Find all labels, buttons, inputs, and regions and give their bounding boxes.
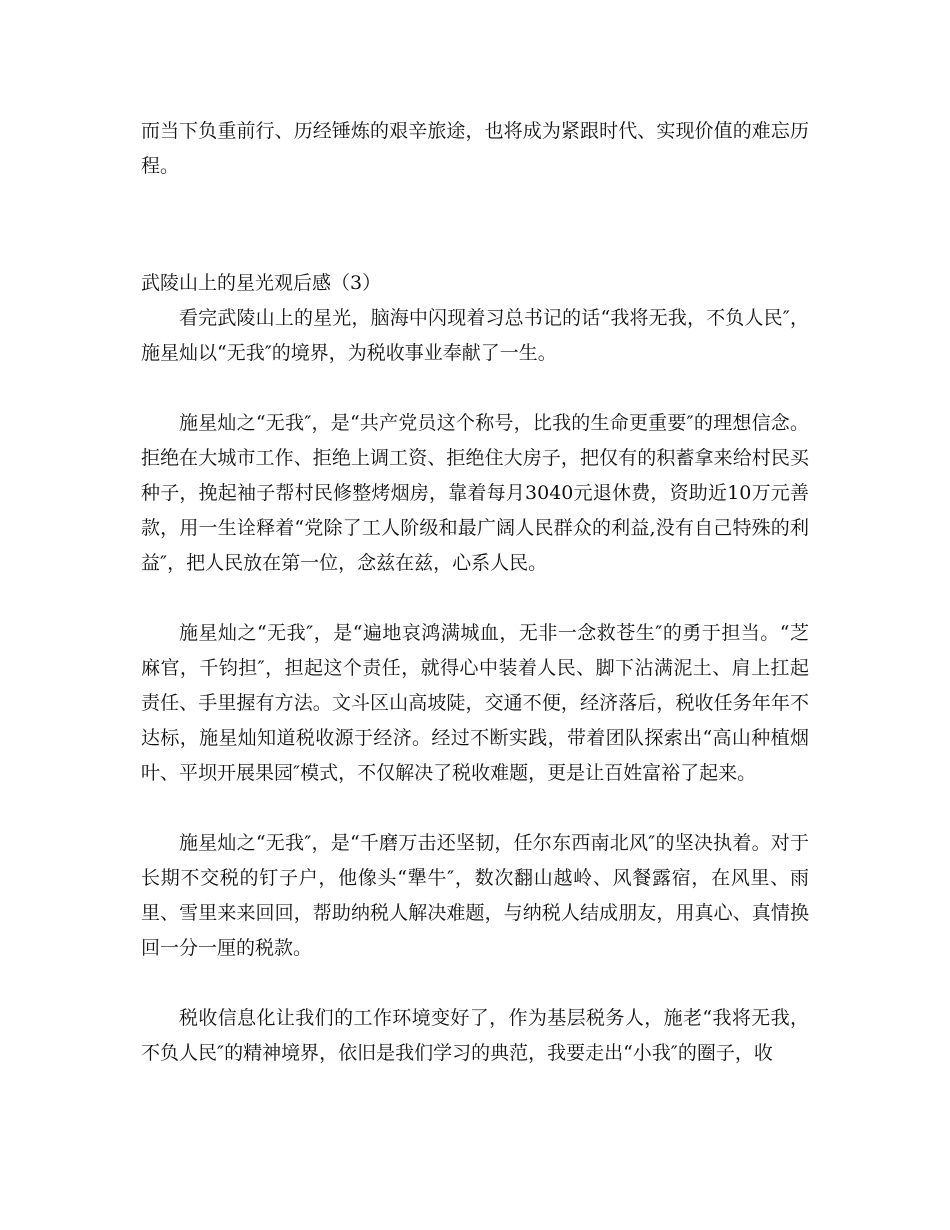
document-body bbox=[141, 114, 809, 1071]
intro-paragraph: 看完武陵山上的星光，脑海中闪现着习总书记的话“我将无我，不负人民″，施星灿以“无我″的境界，为税收事业奉献了一生。 bbox=[141, 307, 809, 364]
body-paragraph-reflection: 税收信息化让我们的工作环境变好了，作为基层税务人，施老“我将无我，不负人民″的精神境界，依旧是我们学习的典范，我要走出“小我″的圈子，收 bbox=[141, 1007, 809, 1064]
body-paragraph-responsibility: 施星灿之“无我″，是“遍地哀鸿满城血，无非一念救苍生″的勇于担当。“芝麻官，千钧担″，担起这个责任，就得心中装着人民、脚下沾满泥土、肩上扛起责任、手里握有方法。文斗区山高坡陡，交通不便，经济落后，税收任务年年不达标，施星灿知道税收源于经济。经过不断实践，带着团队探索出“高山种植烟叶、平坝开展果园″模式，不仅解决了税收难题，更是让百姓富裕了起来。 bbox=[141, 622, 809, 784]
body-paragraph-ideal: 施星灿之“无我″，是“共产党员这个称号，比我的生命更重要″的理想信念。拒绝在大城市工作、拒绝上调工资、拒绝住大房子，把仅有的积蓄拿来给村民买种子，挽起袖子帮村民修整烤烟房，靠着每月3040元退休费，资助近10万元善款，用一生诠释着“党除了工人阶级和最广阔人民群众的利益,没有自己特殊的利益″，把人民放在第一位，念兹在兹，心系人民。 bbox=[141, 412, 809, 574]
section-heading: 武陵山上的星光观后感（3） bbox=[141, 272, 382, 294]
body-paragraph-perseverance: 施星灿之“无我″，是“千磨万击还坚韧，任尔东西南北风″的坚决执着。对于长期不交税的钉子户，他像头“犟牛″，数次翻山越岭、风餐露宿，在风里、雨里、雪里来来回回，帮助纳税人解决难题，与纳税人结成朋友，用真心、真情换回一分一厘的税款。 bbox=[141, 832, 809, 959]
closing-paragraph: 而当下负重前行、历经锤炼的艰辛旅途，也将成为紧跟时代、实现价值的难忘历程。 bbox=[141, 120, 809, 177]
